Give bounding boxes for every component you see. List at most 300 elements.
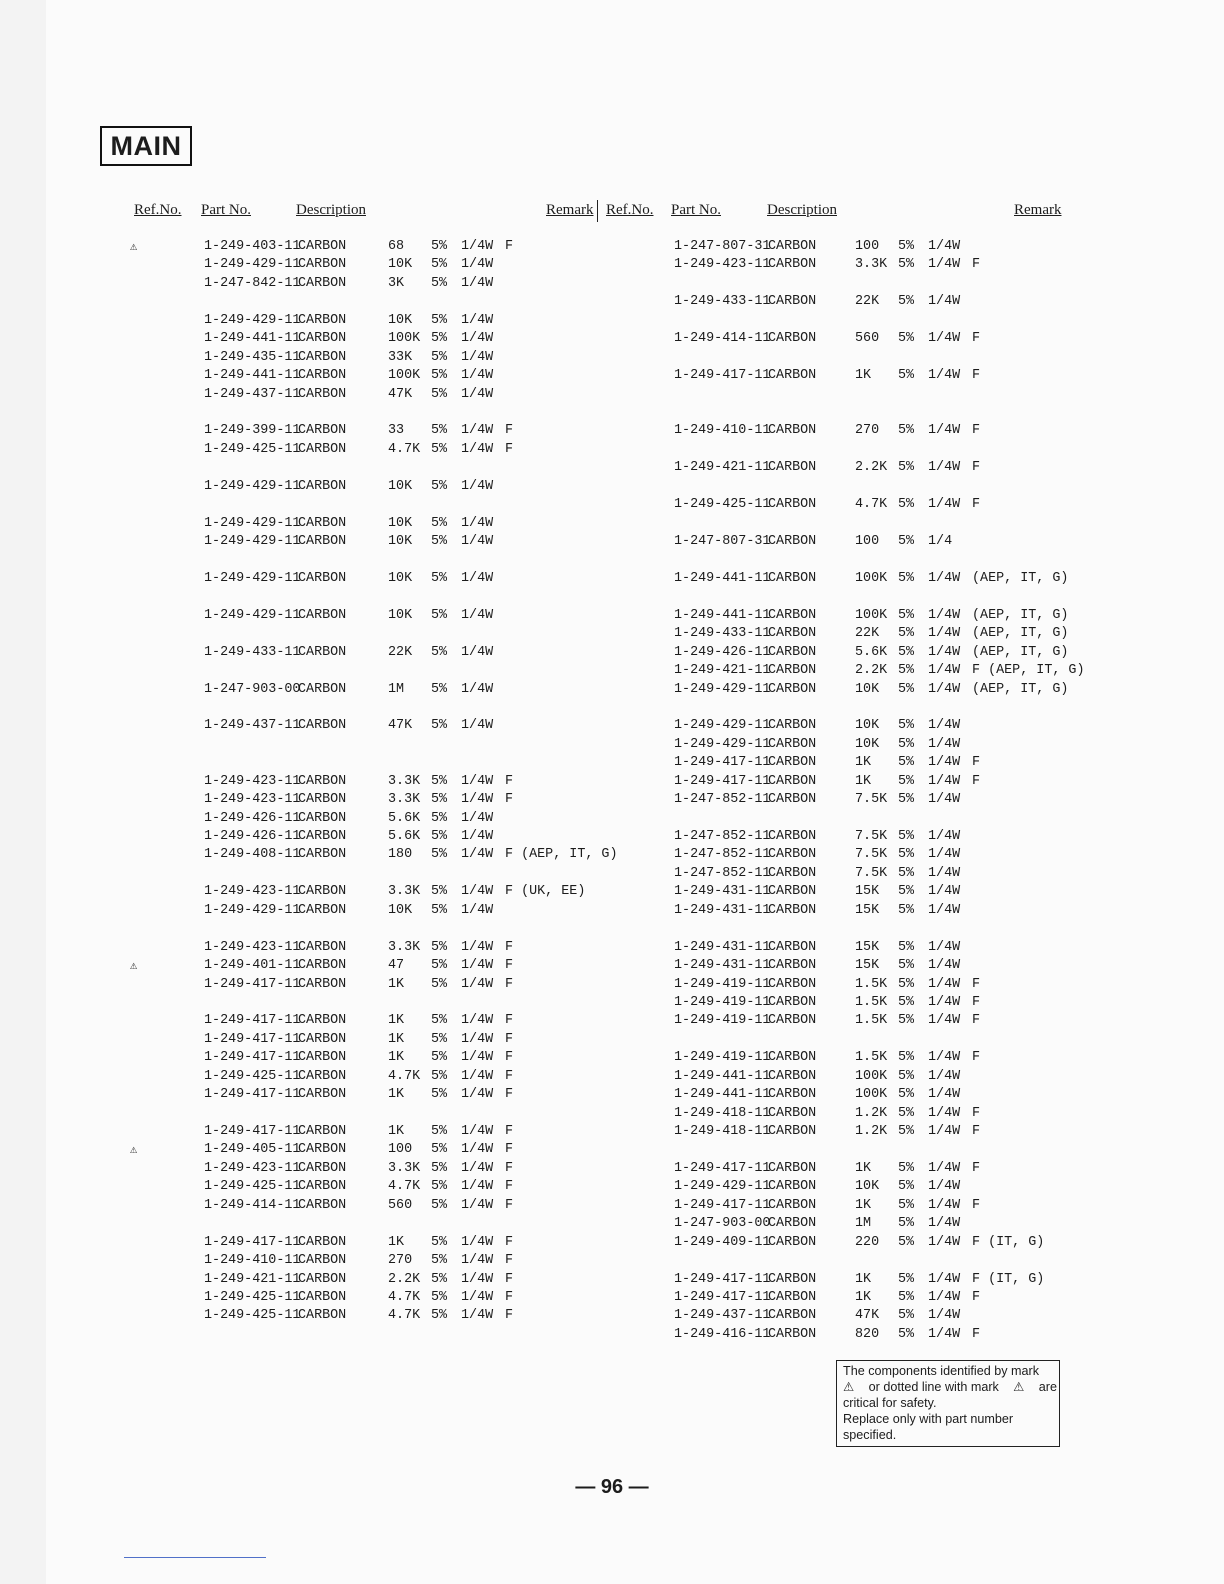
description: CARBON [768,570,817,586]
description: CARBON [298,1234,347,1250]
tolerance: 5% [431,239,448,254]
tolerance: 5% [431,1234,448,1250]
part-number: 1-249-426-11 [204,810,301,826]
remark: F (AEP, IT, G) [505,847,618,863]
description: CARBON [298,1124,347,1139]
description: CARBON [298,1289,347,1305]
wattage: 1/4W [461,515,494,531]
tolerance: 5% [431,1142,448,1158]
remark: F [505,1197,514,1213]
part-number: 1-247-852-11 [674,865,771,881]
description: CARBON [298,644,347,660]
tolerance: 5% [431,1087,448,1103]
remark: F [505,1031,514,1047]
description: CARBON [768,460,817,476]
remark: F [505,939,514,955]
description: CARBON [768,1087,817,1103]
description: CARBON [298,718,347,734]
part-number: 1-249-441-11 [674,570,771,586]
part-number: 1-249-429-11 [674,736,771,752]
remark: (AEP, IT, G) [972,607,1069,623]
tolerance: 5% [431,478,448,494]
tolerance: 5% [898,294,915,310]
value: 1K [855,1160,872,1176]
tolerance: 5% [898,773,915,789]
value: 4.7K [388,441,421,457]
part-number: 1-249-410-11 [204,1253,301,1269]
value: 560 [855,331,880,347]
value: 15K [855,902,880,918]
description: CARBON [768,865,817,881]
description: CARBON [768,718,817,734]
description: CARBON [298,1271,347,1287]
remark: F [505,1087,514,1103]
description: CARBON [768,423,817,439]
tolerance: 5% [431,1050,448,1066]
remark: F [972,423,981,439]
tolerance: 5% [431,884,448,900]
remark: F [505,1308,514,1324]
value: 100 [855,239,880,254]
value: 10K [855,736,880,752]
remark: F [972,460,981,476]
tolerance: 5% [431,1068,448,1084]
wattage: 1/4W [928,1013,961,1029]
tolerance: 5% [898,1013,915,1029]
wattage: 1/4W [928,1289,961,1305]
tolerance: 5% [431,1289,448,1305]
remark: F [972,1326,981,1342]
tolerance: 5% [898,1271,915,1287]
tolerance: 5% [898,1179,915,1195]
value: 10K [855,1179,880,1195]
description: CARBON [768,1068,817,1084]
description: CARBON [768,1308,817,1324]
part-number: 1-247-852-11 [674,829,771,844]
wattage: 1/4W [461,275,494,291]
value: 560 [388,1197,413,1213]
wattage: 1/4W [928,718,961,734]
part-number: 1-249-426-11 [204,829,301,844]
tolerance: 5% [898,607,915,623]
tolerance: 5% [898,829,915,844]
description: CARBON [768,1050,817,1066]
tolerance: 5% [898,644,915,660]
part-number: 1-249-435-11 [204,349,301,365]
remark: F [505,1179,514,1195]
wattage: 1/4W [461,939,494,955]
value: 1K [855,1289,872,1305]
tolerance: 5% [431,681,448,697]
wattage: 1/4W [461,718,494,734]
value: 10K [855,718,880,734]
tolerance: 5% [898,1087,915,1103]
value: 1K [388,976,405,992]
tolerance: 5% [431,1124,448,1139]
description: CARBON [768,773,817,789]
wattage: 1/4W [461,1289,494,1305]
part-number: 1-249-423-11 [204,1160,301,1176]
wattage: 1/4W [928,257,961,273]
description: CARBON [298,792,347,808]
value: 22K [388,644,413,660]
tolerance: 5% [898,718,915,734]
tolerance: 5% [431,939,448,955]
remark: F [505,1142,514,1158]
value: 10K [855,681,880,697]
part-number: 1-249-433-11 [674,294,771,310]
wattage: 1/4W [461,810,494,826]
part-number: 1-249-414-11 [204,1197,301,1213]
description: CARBON [768,1289,817,1305]
description: CARBON [768,497,817,513]
tolerance: 5% [431,423,448,439]
wattage: 1/4W [461,1179,494,1195]
wattage: 1/4W [928,994,961,1010]
part-number: 1-249-425-11 [204,1179,301,1195]
wattage: 1/4W [928,1068,961,1084]
wattage: 1/4W [928,847,961,863]
tolerance: 5% [431,349,448,365]
description: CARBON [768,644,817,660]
wattage: 1/4W [928,939,961,955]
wattage: 1/4W [461,1050,494,1066]
part-number: 1-249-410-11 [674,423,771,439]
part-number: 1-249-433-11 [204,644,301,660]
wattage: 1/4W [461,1087,494,1103]
part-number: 1-247-807-31 [674,534,771,549]
wattage: 1/4 [928,534,953,549]
tolerance: 5% [431,1031,448,1047]
tolerance: 5% [431,275,448,291]
remark: F [972,497,981,513]
value: 15K [855,939,880,955]
description: CARBON [298,349,347,365]
tolerance: 5% [898,497,915,513]
tolerance: 5% [431,570,448,586]
wattage: 1/4W [928,644,961,660]
tolerance: 5% [898,368,915,384]
description: CARBON [768,626,817,642]
wattage: 1/4W [928,1160,961,1176]
value: 270 [388,1253,413,1269]
part-number: 1-249-401-11 [204,958,301,974]
part-number: 1-249-405-11 [204,1142,301,1158]
description: CARBON [298,1068,347,1084]
value: 100K [388,368,421,384]
wattage: 1/4W [461,884,494,900]
wattage: 1/4W [928,902,961,918]
value: 15K [855,884,880,900]
value: 1K [388,1087,405,1103]
tolerance: 5% [898,884,915,900]
part-number: 1-249-431-11 [674,939,771,955]
wattage: 1/4W [928,1179,961,1195]
part-number: 1-249-425-11 [204,441,301,457]
value: 3.3K [388,939,421,955]
wattage: 1/4W [461,349,494,365]
value: 1.5K [855,976,888,992]
description: CARBON [768,331,817,347]
value: 15K [855,958,880,974]
tolerance: 5% [431,958,448,974]
value: 47K [855,1308,880,1324]
tolerance: 5% [431,386,448,402]
description: CARBON [768,847,817,863]
part-number: 1-249-433-11 [674,626,771,642]
remark: F [505,1124,514,1139]
remark: F [505,1013,514,1029]
tolerance: 5% [898,1289,915,1305]
remark: F (IT, G) [972,1271,1045,1287]
part-number: 1-249-419-11 [674,976,771,992]
wattage: 1/4W [928,626,961,642]
remark: F [972,331,981,347]
description: CARBON [298,829,347,844]
wattage: 1/4W [461,423,494,439]
description: CARBON [298,312,347,328]
value: 47K [388,386,413,402]
wattage: 1/4W [928,423,961,439]
value: 3.3K [388,773,421,789]
remark: (AEP, IT, G) [972,644,1069,660]
value: 2.2K [855,663,888,679]
tolerance: 5% [898,994,915,1010]
part-number: 1-249-417-11 [674,755,771,771]
value: 1K [388,1234,405,1250]
wattage: 1/4W [461,441,494,457]
tolerance: 5% [898,792,915,808]
wattage: 1/4W [461,570,494,586]
tolerance: 5% [898,1216,915,1232]
description: CARBON [768,1160,817,1176]
value: 1K [388,1050,405,1066]
remark: F [505,1234,514,1250]
tolerance: 5% [431,792,448,808]
value: 1.5K [855,1050,888,1066]
part-number: 1-249-423-11 [204,884,301,900]
value: 5.6K [388,829,421,844]
part-number: 1-249-425-11 [204,1068,301,1084]
remark: F [972,976,981,992]
description: CARBON [768,736,817,752]
description: CARBON [768,1271,817,1287]
part-number: 1-249-441-11 [674,1068,771,1084]
value: 100 [388,1142,413,1158]
part-number: 1-249-421-11 [204,1271,301,1287]
tolerance: 5% [898,534,915,549]
tolerance: 5% [898,1124,915,1139]
tolerance: 5% [431,534,448,549]
description: CARBON [298,773,347,789]
part-number: 1-249-425-11 [674,497,771,513]
tolerance: 5% [898,1234,915,1250]
description: CARBON [298,1087,347,1103]
tolerance: 5% [898,1068,915,1084]
remark: F [972,755,981,771]
value: 68 [388,239,405,254]
part-number: 1-249-441-11 [674,607,771,623]
remark: F [505,958,514,974]
part-number: 1-249-421-11 [674,663,771,679]
part-number: 1-249-418-11 [674,1105,771,1121]
safety-note-line: Replace only with part number [843,1412,1014,1426]
wattage: 1/4W [461,644,494,660]
wattage: 1/4W [461,1308,494,1324]
description: CARBON [768,755,817,771]
safety-note-text: or dotted line with mark [868,1380,999,1394]
tolerance: 5% [898,939,915,955]
value: 1K [855,1271,872,1287]
remark: F [972,257,981,273]
remark: F [972,1124,981,1139]
wattage: 1/4W [461,773,494,789]
value: 820 [855,1326,880,1342]
description: CARBON [298,1308,347,1324]
description: CARBON [298,1160,347,1176]
tolerance: 5% [898,736,915,752]
wattage: 1/4W [461,239,494,254]
remark: (AEP, IT, G) [972,570,1069,586]
description: CARBON [298,441,347,457]
header-part-left: Part No. [201,202,251,218]
value: 4.7K [855,497,888,513]
wattage: 1/4W [461,386,494,402]
remark: F [505,239,514,254]
page-margin-shade [0,0,46,1584]
wattage: 1/4W [928,1124,961,1139]
tolerance: 5% [898,865,915,881]
wattage: 1/4W [928,773,961,789]
value: 10K [388,607,413,623]
description: CARBON [768,534,817,549]
wattage: 1/4W [461,1271,494,1287]
tolerance: 5% [431,607,448,623]
header-ref-left: Ref.No. [134,202,182,218]
header-part-right: Part No. [671,202,721,218]
description: CARBON [768,1216,817,1232]
description: CARBON [298,239,347,254]
description: CARBON [298,810,347,826]
warning-icon: ⚠ [130,959,138,974]
wattage: 1/4W [461,1142,494,1158]
value: 10K [388,902,413,918]
tolerance: 5% [898,681,915,697]
description: CARBON [298,976,347,992]
part-number: 1-249-417-11 [204,1124,301,1139]
value: 1K [855,773,872,789]
description: CARBON [298,847,347,863]
value: 2.2K [388,1271,421,1287]
tolerance: 5% [431,976,448,992]
wattage: 1/4W [928,829,961,844]
part-number: 1-249-399-11 [204,423,301,439]
wattage: 1/4W [928,460,961,476]
part-number: 1-249-417-11 [674,368,771,384]
tolerance: 5% [431,1197,448,1213]
wattage: 1/4W [928,497,961,513]
value: 3.3K [388,884,421,900]
part-number: 1-249-417-11 [674,773,771,789]
wattage: 1/4W [928,607,961,623]
wattage: 1/4W [461,331,494,347]
safety-note-line: specified. [843,1428,897,1442]
remark: F [505,976,514,992]
remark: F [505,1068,514,1084]
part-number: 1-247-842-11 [204,275,301,291]
remark: F [972,368,981,384]
value: 1.5K [855,994,888,1010]
description: CARBON [768,829,817,844]
part-number: 1-249-417-11 [204,1013,301,1029]
wattage: 1/4W [928,736,961,752]
wattage: 1/4W [928,884,961,900]
wattage: 1/4W [928,958,961,974]
description: CARBON [768,1105,817,1121]
value: 7.5K [855,792,888,808]
safety-note-line: The components identified by mark [843,1364,1040,1378]
description: CARBON [298,607,347,623]
description: CARBON [298,386,347,402]
value: 10K [388,570,413,586]
wattage: 1/4W [461,534,494,549]
remark: F [505,1160,514,1176]
description: CARBON [768,958,817,974]
wattage: 1/4W [461,792,494,808]
value: 220 [855,1234,880,1250]
description: CARBON [298,257,347,273]
part-number: 1-249-426-11 [674,644,771,660]
safety-note-line [843,1379,1057,1395]
value: 1K [388,1124,405,1139]
part-number: 1-249-417-11 [204,1031,301,1047]
part-number: 1-249-437-11 [204,718,301,734]
wattage: 1/4W [928,1326,961,1342]
part-number: 1-247-807-31 [674,239,771,254]
wattage: 1/4W [461,1031,494,1047]
value: 1K [855,755,872,771]
description: CARBON [298,515,347,531]
remark: F [505,1271,514,1287]
value: 7.5K [855,847,888,863]
part-number: 1-249-414-11 [674,331,771,347]
tolerance: 5% [898,331,915,347]
tolerance: 5% [898,570,915,586]
tolerance: 5% [898,1197,915,1213]
part-number: 1-249-441-11 [204,331,301,347]
part-number: 1-249-409-11 [674,1234,771,1250]
wattage: 1/4W [928,1271,961,1287]
part-number: 1-249-429-11 [204,257,301,273]
remark: F (AEP, IT, G) [972,663,1085,679]
part-number: 1-247-852-11 [674,847,771,863]
part-number: 1-247-903-00 [674,1216,771,1232]
tolerance: 5% [898,1050,915,1066]
wattage: 1/4W [461,681,494,697]
value: 10K [388,515,413,531]
description: CARBON [298,275,347,291]
description: CARBON [768,1234,817,1250]
description: CARBON [298,478,347,494]
description: CARBON [768,294,817,310]
wattage: 1/4W [461,1013,494,1029]
value: 5.6K [388,810,421,826]
tolerance: 5% [431,515,448,531]
wattage: 1/4W [461,368,494,384]
tolerance: 5% [898,958,915,974]
remark: (AEP, IT, G) [972,681,1069,697]
tolerance: 5% [898,423,915,439]
